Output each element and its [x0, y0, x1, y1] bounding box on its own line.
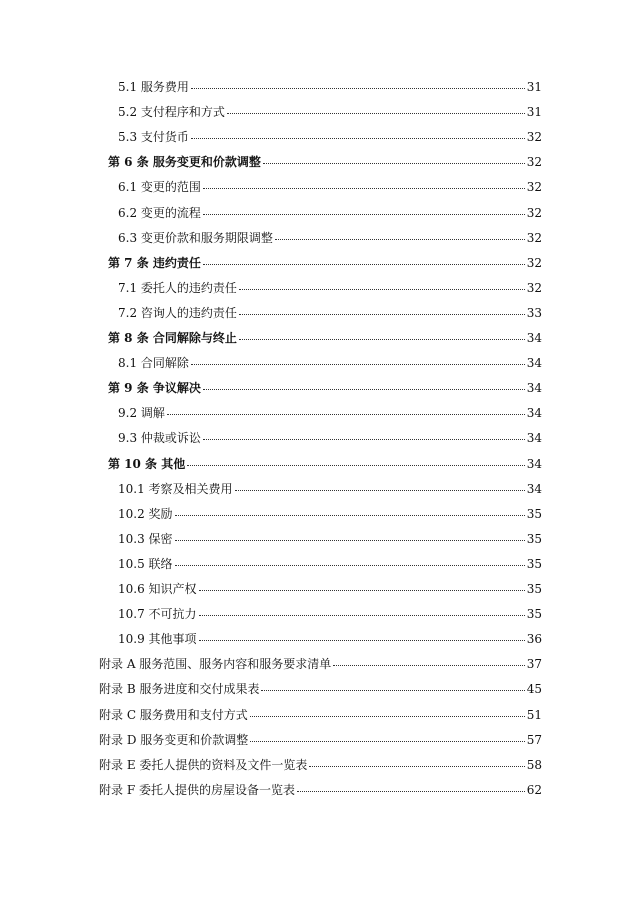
toc-entry[interactable]: [118, 505, 542, 523]
toc-entry-title: 附录 E 委托人提供的资料及文件一览表: [99, 757, 308, 772]
toc-entry[interactable]: [108, 329, 542, 347]
toc-entry-title: 附录 D 服务变更和价款调整: [99, 732, 249, 747]
toc-entry-page-number: 34: [526, 406, 542, 421]
toc-entry-title: 6.2 变更的流程: [118, 205, 201, 220]
dot-leader: [175, 528, 525, 541]
dot-leader: [199, 628, 525, 641]
toc-entry[interactable]: [118, 630, 542, 648]
dot-leader: [275, 227, 525, 240]
toc-entry-page-number: 34: [526, 331, 542, 345]
toc-entry-title: 附录 B 服务进度和交付成果表: [99, 682, 260, 697]
toc-entry-page-number: 32: [526, 230, 542, 245]
toc-entry-title: 第 7 条 违约责任: [108, 255, 201, 270]
toc-entry[interactable]: [99, 680, 542, 698]
toc-entry[interactable]: [118, 530, 542, 548]
toc-entry-page-number: 35: [526, 506, 542, 521]
toc-entry-title: 7.1 委托人的违约责任: [118, 280, 237, 295]
dot-leader: [263, 151, 525, 164]
toc-entry[interactable]: [118, 229, 542, 247]
toc-entry-title: 第 9 条 争议解决: [108, 381, 201, 396]
toc-entry[interactable]: [118, 354, 542, 372]
toc-entry-page-number: 35: [526, 607, 542, 622]
toc-entry-page-number: 45: [526, 682, 542, 697]
dot-leader: [239, 327, 525, 340]
toc-entry-title: 8.1 合同解除: [118, 356, 189, 371]
dot-leader: [239, 277, 525, 290]
toc-entry-title: 附录 C 服务费用和支付方式: [99, 707, 248, 722]
toc-entry[interactable]: [99, 756, 542, 774]
toc-entry[interactable]: [118, 304, 542, 322]
toc-entry-page-number: 51: [526, 707, 542, 722]
dot-leader: [187, 453, 524, 466]
toc-entry-page-number: 34: [526, 456, 542, 471]
dot-leader: [203, 427, 525, 440]
toc-entry-page-number: 34: [526, 381, 542, 396]
toc-entry-page-number: 57: [526, 732, 542, 747]
toc-entry[interactable]: [99, 706, 542, 724]
toc-entry-page-number: 32: [526, 205, 542, 220]
toc-entry[interactable]: [118, 128, 542, 146]
toc-entry[interactable]: [108, 153, 542, 171]
toc-entry[interactable]: [99, 655, 542, 673]
toc-entry-page-number: 62: [526, 782, 542, 797]
toc-entry-page-number: 35: [526, 582, 542, 596]
toc-entry-page-number: 34: [526, 481, 542, 496]
dot-leader: [191, 76, 525, 89]
toc-entry-page-number: 31: [526, 80, 542, 94]
toc-entry-page-number: 34: [526, 356, 542, 371]
dot-leader: [250, 704, 525, 717]
toc-entry-page-number: 33: [526, 305, 542, 320]
toc-entry-page-number: 34: [526, 431, 542, 446]
toc-entry-title: 10.3 保密: [118, 531, 173, 546]
toc-entry[interactable]: [118, 178, 542, 196]
toc-entry-page-number: 35: [526, 531, 542, 546]
toc-entry-title: 10.6 知识产权: [118, 582, 197, 596]
dot-leader: [191, 352, 525, 365]
toc-entry[interactable]: [118, 103, 542, 121]
dot-leader: [167, 402, 525, 415]
toc-entry-title: 5.2 支付程序和方式: [118, 105, 225, 120]
dot-leader: [203, 202, 525, 215]
dot-leader: [333, 653, 524, 666]
toc-entry-title: 10.7 不可抗力: [118, 607, 197, 622]
toc-entry[interactable]: [118, 429, 542, 447]
toc-entry[interactable]: [118, 78, 542, 96]
toc-entry-page-number: 36: [526, 632, 542, 647]
toc-entry-page-number: 58: [526, 757, 542, 772]
toc-entry-page-number: 37: [526, 657, 542, 672]
dot-leader: [250, 729, 524, 742]
toc-entry[interactable]: [118, 555, 542, 573]
dot-leader: [239, 302, 525, 315]
toc-entry[interactable]: [118, 480, 542, 498]
toc-entry-title: 9.3 仲裁或诉讼: [118, 431, 201, 446]
toc-entry-page-number: 32: [526, 155, 542, 170]
toc-entry-title: 附录 A 服务范围、服务内容和服务要求清单: [99, 657, 332, 672]
toc-entry[interactable]: [118, 204, 542, 222]
dot-leader: [175, 553, 525, 566]
dot-leader: [203, 377, 525, 390]
toc-entry[interactable]: [108, 455, 542, 473]
toc-entry-page-number: 35: [526, 556, 542, 571]
dot-leader: [175, 503, 525, 516]
toc-entry-title: 6.3 变更价款和服务期限调整: [118, 230, 273, 245]
toc-entry-title: 10.9 其他事项: [118, 632, 197, 647]
toc-entry-title: 第 10 条 其他: [108, 456, 186, 471]
toc-entry-page-number: 31: [526, 105, 542, 120]
dot-leader: [203, 176, 525, 189]
dot-leader: [199, 578, 525, 591]
toc-entry[interactable]: [118, 605, 542, 623]
dot-leader: [227, 101, 525, 114]
toc-entry[interactable]: [118, 279, 542, 297]
toc-entry-title: 第 6 条 服务变更和价款调整: [108, 155, 261, 170]
dot-leader: [191, 126, 525, 139]
toc-entry-title: 5.1 服务费用: [118, 80, 189, 94]
toc-entry-title: 10.5 联络: [118, 556, 173, 571]
dot-leader: [261, 678, 524, 691]
toc-entry-page-number: 32: [526, 280, 542, 295]
toc-entry[interactable]: [108, 254, 542, 272]
toc-entry[interactable]: [118, 580, 542, 598]
toc-entry[interactable]: [99, 781, 542, 799]
toc-entry-title: 5.3 支付货币: [118, 130, 189, 145]
dot-leader: [297, 779, 525, 792]
toc-entry-page-number: 32: [526, 130, 542, 145]
dot-leader: [235, 478, 525, 491]
toc-entry[interactable]: [118, 404, 542, 422]
dot-leader: [199, 603, 525, 616]
toc-entry-page-number: 32: [526, 255, 542, 270]
toc-entry[interactable]: [108, 379, 542, 397]
toc-entry-title: 10.1 考察及相关费用: [118, 481, 233, 496]
toc-entry-title: 7.2 咨询人的违约责任: [118, 305, 237, 320]
toc-entry-title: 10.2 奖励: [118, 506, 173, 521]
toc-entry[interactable]: [99, 731, 542, 749]
dot-leader: [203, 252, 525, 265]
toc-entry-title: 9.2 调解: [118, 406, 165, 421]
dot-leader: [309, 754, 524, 767]
toc-entry-title: 第 8 条 合同解除与终止: [108, 331, 237, 345]
toc-entry-title: 附录 F 委托人提供的房屋设备一览表: [99, 782, 295, 797]
toc-entry-title: 6.1 变更的范围: [118, 180, 201, 195]
toc-entry-page-number: 32: [526, 180, 542, 195]
